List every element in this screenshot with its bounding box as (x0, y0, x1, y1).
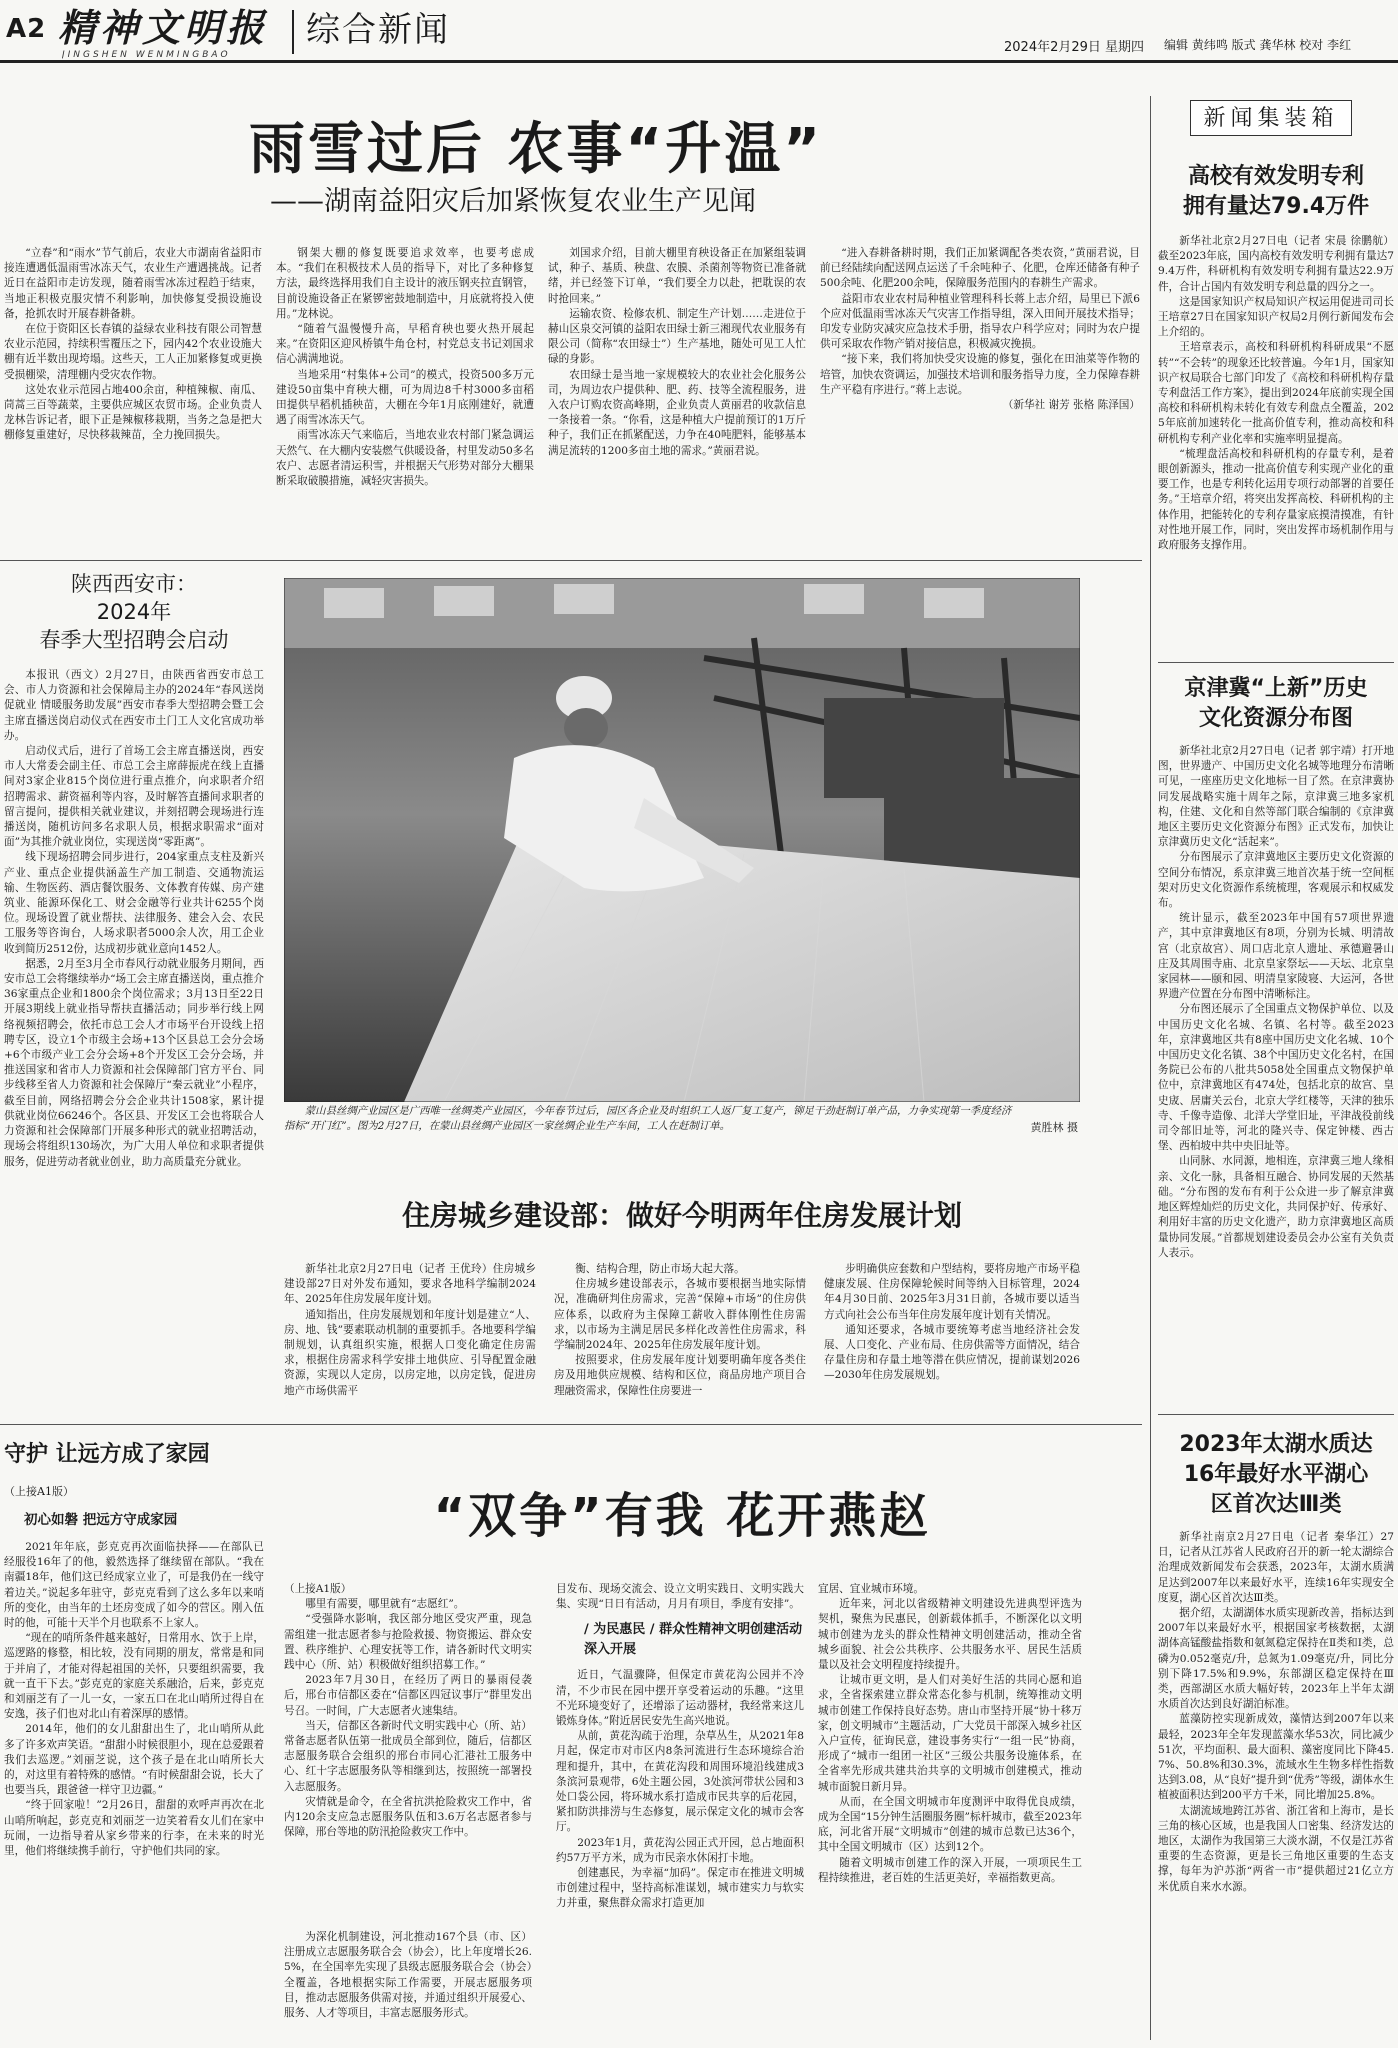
sidebar-paragraph: 分布图还展示了全国重点文物保护单位、以及中国历史文化名城、名镇、名村等。截至2023年，京津冀地区共有8座中国历史文化名城、10个中国历史文化名镇、38个中国历史文化名村，在国务院已公布的八批共5058处全国重点文物保护单位中，京津冀地区有474处，包括北京的故宫、皇史宬、居庸关云台，北京大学红楼等，天津的独乐寺、千像寺造像、北洋大学堂旧址，平津战役前线司令部旧址等，河北的隆兴寺、保定钟楼、西古堡、西柏坡中共中央旧址等。 (1158, 1003, 1394, 1153)
lead-column-3 (548, 246, 806, 576)
shuangzheng-paragraph: 让城市更文明，是人们对美好生活的共同心愿和追求，全省探索建立群众常态化参与机制，统筹推动文明城市创建工作保持良好态势。唐山市坚持开展“协十移万家，创文明城市”主题活动，广大党员干部深入城乡社区入户宣传，征询民意，建设事务实行“一组一民”协商，形成了“城市一组团一社区”三级公共服务设施体系，在全省率先形成共建共治共享的文明城市创建模式，推动城市面貌日新月异。 (818, 1674, 1082, 1793)
housing-column-2 (554, 1262, 806, 1422)
photo-caption: 蒙山县丝绸产业园区是广西唯一丝绸类产业园区，今年春节过后，园区各企业及时组织工人返厂复工复产，铆足干劲赶制订单产品，力争实现第一季度经济指标“开门红”。图为2月27日，在蒙山县丝绸产业园区一家丝绸企业生产车间，工人在赶制订单。 (284, 1105, 1012, 1132)
xian-paragraph: 线下现场招聘会同步进行，204家重点支柱及新兴产业、重点企业提供涵盖生产加工制造、交通物流运输、生物医药、酒店餐饮服务、文体教育传媒、房产建筑业、能源环保化工、财会金融等行业共计6255个岗位。现场设置了就业帮扶、法律服务、建会入会、农民工服务等咨询台，人场求职者5000余人次，用工企业收到简历2512份，达成初步就业意向1452人。 (4, 851, 264, 955)
sidebar-paragraph: 统计显示，截至2023年中国有57项世界遗产，其中京津冀地区有8项，分别为长城、明清故宫（北京故宫）、周口店北京人遗址、承德避暑山庄及其周围寺庙、北京皇家祭坛——天坛、北京皇家园林——颐和园、明清皇家陵寝、大运河，各世界遗产位置在分布图中清晰标注。 (1158, 912, 1394, 1001)
page-number: A2 (6, 14, 47, 44)
lead-paragraph: 当地采用“村集体+公司”的模式，投资500多万元建设50亩集中育秧大棚，可为周边8千村3000多亩稻田提供早稻机插秧苗，大棚在今年1月底刚建好，就遭遇了雨雪冰冻天气。 (276, 368, 534, 427)
date-line: 2024年2月29日 星期四 (1004, 40, 1145, 55)
header-divider-vertical (292, 10, 294, 54)
section-rule (0, 1424, 1142, 1425)
housing-paragraph: 通知还要求，各城市要统筹考虑当地经济社会发展、人口变化、产业布局、住房供需等方面情况，结合存量住房和存量土地等潜在供应情况，提前谋划2026—2030年住房发展规划。 (824, 1323, 1080, 1382)
shuangzheng-paragraph: 近日，气温骤降，但保定市黄花沟公园并不冷清，不少市民在园中摆开享受着运动的乐趣。“这里不光环境变好了，还增添了运动器材，我经常来这儿锻炼身体。”附近居民安先生高兴地说。 (556, 1669, 804, 1728)
shuangzheng-paragraph: 当天，信都区各新时代文明实践中心（所、站）常备志愿者队伍第一批成员全部到位，随后，信都区志愿服务联合会组织的邢台市同心汇港社工服务中心、红十字志愿服务队等相继到达，按照统一部署投入志愿服务。 (284, 1719, 532, 1793)
shuangzheng-paragraph: 为深化机制建设，河北推动167个县（市、区）注册成立志愿服务联合会（协会），比上年度增长26.5%，在全国率先实现了县级志愿服务联合会（协会）全覆盖，各地根据实际工作需要，开展志愿服务项目，推动志愿服务供需对接，并通过组织开展爱心、服务、人才等项目，丰富志愿服务形式。 (284, 1931, 532, 2020)
sidebar-item-title: 京津冀“上新”历史文化资源分布图 (1184, 676, 1368, 731)
shuangzheng-paragraph: 目发布、现场交流会、设立文明实践日、文明实践大集、实现“日日有活动，月月有项目，季度有安排”。 (556, 1583, 804, 1611)
sidebar-paragraph: 分布图展示了京津冀地区主要历史文化资源的空间分布情况，系京津冀三地首次基于统一空间框架对历史文化资源作系统梳理，客观展示和权威发布。 (1158, 851, 1394, 910)
lead-column-2 (276, 246, 534, 576)
housing-paragraph: 住房城乡建设部表示，各城市要根据当地实际情况，准确研判住房需求，完善“保障+市场”的住房供应体系，以政府为主保障工薪收入群体刚性住房需求，以市场为主满足居民多样化改善性住房需求，科学编制2024年、2025年住房发展年度计划。 (554, 1278, 806, 1352)
shuangzheng-column-3 (556, 1582, 804, 2042)
masthead-pinyin: JINGSHEN WENMINGBAO (62, 50, 231, 60)
xian-paragraph: 启动仪式后，进行了首场工会主席直播送岗，西安市人大常委会副主任、市总工会主席薛振虎在线上直播间对3家企业815个岗位进行重点推介，向求职者介绍招聘需求、薪资福利等内容，及时解答直播间求职者的留言提问，提供相关就业建议，并刻招聘会现场进行连播送岗，随机访问多名求职人员，根据求职需求“面对面”为其推介就业岗位，实现送岗“零距离”。 (4, 745, 264, 849)
lead-paragraph: 在位于资阳区长春镇的益绿农业科技有限公司智慧农业示范园，持续积雪覆压之下，园内42个农业设施大棚有近半数出现垮塌。这些天，工人正加紧修复或更换受损棚梁，清理棚内受灾农作物。 (4, 323, 262, 381)
sidebar-paragraph: 据介绍，太湖湖体水质实现新改善，指标达到2007年以来最好水平，根据国家考核数据，太湖湖体高锰酸盐指数和氨氮稳定保持在Ⅱ类和Ⅰ类，总磷为0.052毫克/升，总氮为1.09毫克/升，同比分别下降17.5%和9.9%，东部湖区稳定保持在Ⅲ类，西部湖区水质大幅好转，2023年上半年太湖水质首次达到良好湖泊标准。 (1158, 1607, 1394, 1711)
lead-column-4 (820, 246, 1140, 576)
photo-credit: 黄胜林 摄 (1030, 1121, 1078, 1134)
page-header (0, 0, 1398, 60)
lead-column-1 (4, 246, 262, 576)
guard-paragraph: “终于回家啦！”2月26日，甜甜的欢呼声再次在北山哨所响起，彭克克和刘丽芝一边笑着看女儿们在家中玩闹，一边指导着从家乡带来的行李，在未来的时光里，他们将继续携手前行，守护他们共同的家。 (4, 1799, 264, 1858)
housing-title: 住房城乡建设部：做好今明两年住房发展计划 (401, 1199, 962, 1232)
sidebar-item-title: 2023年太湖水质达16年最好水平湖心区首次达Ⅲ类 (1179, 1432, 1373, 1517)
photo-caption-box (284, 1104, 1080, 1154)
xian-title-line1: 陕西西安市： (71, 572, 197, 596)
shuangzheng-paragraph: 宜居、宜业城市环境。 (818, 1583, 924, 1595)
shuangzheng-paragraph: 2023年7月30日，在经历了两日的暴雨侵袭后，邢台市信都区委在“信都区四冠议事厅”群里发出号召。一时间，广大志愿者火速集结。 (284, 1674, 532, 1717)
sidebar-paragraph: 新华社北京2月27日电（记者 宋晨 徐鹏航）截至2023年底，国内高校有效发明专利拥有量达79.4万件，科研机构有效发明专利拥有量达22.9万件，合计占国内有效发明专利总量的四分之一。 (1158, 235, 1394, 293)
guard-continued: （上接A1版） (4, 1485, 74, 1498)
lead-subtitle: ——湖南益阳灾后加紧恢复农业生产见闻 (270, 186, 756, 217)
sidebar-paragraph: 这是国家知识产权局知识产权运用促进司司长王培章27日在国家知识产权局2月例行新闻发布会上介绍的。 (1158, 295, 1394, 339)
shuangzheng-column-2 (546, 1582, 548, 1583)
shuangzheng-paragraph: “受强降水影响，我区部分地区受灾严重，现急需组建一批志愿者参与抢险救援、物资搬运、群众安置、秩序维护、心理安抚等工作，请各新时代文明实践中心（所、站）积极做好组织招募工作。” (284, 1613, 532, 1672)
sidebar-item-heritage-map (1158, 668, 1394, 1420)
shuangzheng-paragraph: 创建惠民，为幸福“加码”。保定市在推进文明城市创建过程中，坚持高标准谋划，城市建实力与软实力并重，聚焦群众需求打造更加 (556, 1867, 804, 1910)
guard-paragraph: 2021年年底，彭克克再次面临抉择——在部队已经服役16年了的他，毅然选择了继续留在部队。“我在南疆18年，他们这已经成家立业了，可是我仍在一线守着边关。”说起多年驻守，彭克克看到了这么多年以来哨所的变化，由当年的土坯房变成了如今的营区。刚入伍时的他，可能十天半个月也联系不上家人。 (4, 1541, 264, 1630)
guard-subhead: 初心如磐 把远方守成家园 (24, 1512, 178, 1528)
shuangzheng-paragraph: 从前，黄花沟疏于治理，杂草丛生，从2021年8月起，保定市对市区内8条河流进行生态环境综合治理和提升，其中，在黄花沟段和周围环境沿线建成3条滨河景观带，6处主题公园，3处滨河带状公园和3处口袋公园，将环城水系打造成市民共享的后花园，紧扣防洪排涝与生态修复，展示保定文化的城市会客厅。 (556, 1730, 804, 1834)
header-rule (0, 60, 1398, 63)
sidebar-paragraph: 山同脉、水同源，地相连，京津冀三地人缘相亲、文化一脉，具备相互融合、协同发展的天然基础。“分布图的发布有利于公众进一步了解京津冀地区辉煌灿烂的历史文化，共同保护好、传承好、利用好丰富的历史文化遗产，助力京津冀地区高质量协同发展。”首都规划建设委员会办公室有关负责人表示。 (1158, 1155, 1394, 1259)
lead-paragraph: 运输农资、检修农机、制定生产计划……走进位于赫山区泉交河镇的益阳农田绿士新三湘现代农业服务有限公司（简称“农田绿士”）生产基地，随处可见工人忙碌的身影。 (548, 307, 806, 366)
shuangzheng-paragraph: 2023年1月，黄花沟公园正式开园，总占地面积约57万平方米，成为市民亲水休闲打卡地。 (556, 1836, 804, 1864)
sidebar-separator (1158, 1414, 1394, 1415)
masthead-logo: 精神文明报 (58, 5, 269, 50)
shuangzheng-paragraph: 近年来，河北以省级精神文明建设先进典型评选为契机，聚焦为民惠民，创新载体抓手，不断深化以文明城市创建为龙头的群众性精神文明创建活动，推动全省城乡面貌、社会公共秩序、公共服务水平、居民生活质量以及社会文明程度持续提升。 (818, 1598, 1082, 1672)
sidebar-label: 新闻集装箱 (1203, 106, 1339, 131)
xian-title-line3: 春季大型招聘会启动 (39, 628, 229, 652)
lead-byline: （新华社 谢芳 张格 陈泽国） (1002, 399, 1140, 412)
lead-paragraph: “随着气温慢慢升高，早稻育秧也要火热开展起来。”在资阳区迎风桥镇牛角仓村，村党总支书记刘国求信心满满地说。 (276, 323, 534, 366)
lead-paragraph: 雨雪冰冻天气来临后，当地农业农村部门紧急调运天然气、在大棚内安装燃气供暖设备，村里发动50多名农户、志愿者清运积雪，并根据天气形势对部分大棚果断采取破膜措施，减轻灾害损失。 (276, 429, 534, 488)
shuangzheng-paragraph: 随着文明城市创建工作的深入开展，一项项民生工程持续推进，老百姓的生活更美好，幸福指数更高。 (818, 1856, 1082, 1884)
housing-paragraph: 通知指出，住房发展规划和年度计划是建立“人、房、地、钱”要素联动机制的重要抓手。各地要科学编制规划，认真组织实施，根据人口变化确定住房需求，根据住房需求科学安排土地供应、引导配置金融资源，实现以人定房，以房定地，以房定钱，促进房地产市场供需平 (284, 1308, 536, 1397)
housing-paragraph: 新华社北京2月27日电（记者 王优玲）住房城乡建设部27日对外发布通知，要求各地科学编制2024年、2025年住房发展年度计划。 (284, 1263, 536, 1306)
guard-title: 守护 让远方成了家园 (4, 1442, 210, 1467)
sidebar-label-box (1190, 100, 1352, 136)
xian-paragraph: 据悉，2月至3月全市春风行动就业服务月期间，西安市总工会将继续举办“场工会主席直播送岗，重点推介36家重点企业和1800余个岗位需求；3月13日至22日开展3期线上就业指导帮扶直播活动；同步举行线上网络视频招聘会，依托市总工会人才市场平台开设线上招聘专区，设立1个市级主会场+13个区县总工会分会场+6个市级产业工会分会场+8个开发区工会分会场，并推送国家和省市人力资源和社会保障部门官方平台、同步线移至省人力资源和社会保障厅“秦云就业”小程序，截至目前，网络招聘会分会企业共计1508家，累计提供就业岗位66246个。各区县、开发区工会也将联合人力资源和社会保障部门开展多种形式的就业招聘活动，现场会将组织130场次，为广大用人单位和求职者提供服务，促进劳动者就业创业，助力高质量充分就业。 (4, 957, 264, 1168)
sidebar-separator (1158, 662, 1394, 663)
guard-paragraph: “现在的哨所条件越来越好，日常用水、饮于上岸，巡逻路的修整，相比较，没有同期的朋友，常常是和同于并肩了，才能对得起祖国的关怀，只要组织需要，我就一直干下去。”彭克克的家庭关系融洽，后来，彭克克和刘丽芝有了一儿一女，一家五口在北山哨所过得自在安逸，孩子们也对北山有着深厚的感情。 (4, 1632, 264, 1721)
shuangzheng-continued: （上接A1版） (284, 1583, 352, 1595)
housing-paragraph: 衡、结构合理，防止市场大起大落。 (575, 1263, 745, 1275)
xian-title-line2: 2024年 (96, 600, 172, 624)
sidebar-paragraph: 太湖流域地跨江苏省、浙江省和上海市，是长三角的核心区域，也是我国人口密集、经济发达的地区，太湖作为我国第三大淡水湖，不仅是江苏省重要的生态资源，更是长三角地区重要的生态支撑，每年为沪苏浙“两省一市”提供超过21亿立方米优质自来水水源。 (1158, 1804, 1394, 1893)
shuangzheng-column-4 (818, 1582, 1082, 2042)
sidebar-paragraph: 新华社南京2月27日电（记者 秦华江）27日，记者从江苏省人民政府召开的新一轮太湖综合治理成效新闻发布会获悉，2023年，太湖水质满足达到2007年以来最好水平，连续16年实现安全度夏，湖心区首次达Ⅲ类。 (1158, 1531, 1394, 1604)
housing-column-3 (824, 1262, 1080, 1422)
sidebar-divider (1150, 96, 1151, 2040)
sidebar-paragraph: 蓝藻防控实现新成效，藻情达到2007年以来最轻，2023年全年发现蓝藻水华53次，同比减少51次，平均面积、最大面积、藻密度同比下降45.7%、50.8%和30.3%，流域水生生物多样性指数达到3.08，从“良好”提升到“优秀”等级，湖体水生植被面积达到200平方千米，同比增加25.8%。 (1158, 1713, 1394, 1802)
housing-column-1 (284, 1262, 536, 1422)
section-name: 综合新闻 (306, 10, 450, 50)
factory-photo-image (284, 578, 1080, 1102)
xian-paragraph: 本报讯（西文）2月27日，由陕西省西安市总工会、市人力资源和社会保障局主办的2024年“春风送岗促就业 情暖服务助发展”西安市春季大型招聘会暨工会主席直播送岗启动仪式在西安市土门工人文化宫成功举办。 (4, 669, 264, 742)
sidebar-paragraph: “梳理盘活高校和科研机构的存量专利，是着眼创新源头，推动一批高价值专利实现产业化的重要工作，也是专利转化运用专项行动部署的首要任务。”王培章介绍，将突出发挥高校、科研机构的主体作用，把能转化的专利存量家底摸清摸准，有针对性地开展工作，同时，突出发挥市场机制作用与政府服务支撑作用。 (1158, 447, 1394, 552)
sidebar-paragraph: 王培章表示，高校和科研机构科研成果“不愿转”“不会转”的现象还比较普遍。今年1月，国家知识产权局联合七部门印发了《高校和科研机构存量专利盘活工作方案》，提出到2024年底前实现全国高校和科研机构未转化有效专利盘点全覆盖，2025年底前加速转化一批高价值专利，推动高校和科研机构专利产业化率和实施率明显提高。 (1158, 341, 1394, 445)
shuangzheng-paragraph: 从而，在全国文明城市年度测评中取得优良成绩，成为全国“15分钟生活圈服务圈”标杆城市，截至2023年底，河北省开展“文明城市”创建的城市总数已达36个，其中全国文明城市（区）达到12个。 (818, 1795, 1082, 1854)
housing-paragraph: 步明确供应套数和户型结构，要将房地产市场平稳健康发展、住房保障轮候时间等纳入目标管理，2024年4月30日前、2025年3月31日前，各城市要以适当方式向社会公布当年住房发展年度计划有关情况。 (824, 1263, 1080, 1321)
lead-paragraph: 这处农业示范园占地400余亩，种植辣椒、南瓜、茼蒿三百等蔬菜，主要供应城区农贸市场。企业负责人龙林告诉记者，眼下正是辣椒移栽期，当务之急是把大棚修复重建好，尽快移栽辣苗，全力挽回损失。 (4, 383, 262, 442)
editors-line: 编辑 黄纬鸣 版式 龚华林 校对 李红 (1164, 38, 1352, 52)
lead-paragraph: “接下来，我们将加快受灾设施的修复，强化在田油菜等作物的培管，加快农资调运，加强技术培训和服务指导力度，全力保障春耕生产平稳有序进行。”蒋上志说。 (820, 353, 1140, 396)
guard-article (4, 1428, 264, 2042)
shuangzheng-paragraph: 哪里有需要，哪里就有“志愿红”。 (305, 1598, 465, 1611)
news-photo (284, 578, 1080, 1102)
lead-paragraph: 益阳市农业农村局种植业管理科科长蒋上志介绍，局里已下派6个应对低温雨雪冰冻天气灾害工作指导组，深入田间开展技术指导；印发专业防灾减灾应急技术手册，指导农户科学应对；同时为农户提供可采取农作物产销对接信息，积极减灾挽损。 (820, 292, 1140, 351)
lead-paragraph: 钢架大棚的修复既要追求效率，也要考虑成本。“我们在积极技术人员的指导下，对比了多种修复方法，最终选择用我们自主设计的液压钢夹拉直钢管，目前设施设备正在紧锣密鼓地制造中，月底就将投入使用。”龙林说。 (276, 247, 534, 320)
lead-title: 雨雪过后 农事“升温” (248, 118, 824, 182)
lead-paragraph: “进入春耕备耕时期，我们正加紧调配各类农资，”黄丽君说，目前已经陆续向配送网点运送了千余吨种子、化肥，仓库还储备有种子500余吨、化肥200余吨，保障服务范围内的春耕生产需求。 (820, 247, 1140, 290)
sidebar-item-taihu (1158, 1420, 1394, 2042)
shuangzheng-paragraph: 灾情就是命令，在全省抗洪抢险救灾工作中，省内120余支应急志愿服务队伍和3.6万名志愿者参与保障，邢台等地的防汛抢险救灾工作中。 (284, 1795, 532, 1839)
section-rule (0, 560, 1142, 561)
lead-paragraph: “立春”和“雨水”节气前后，农业大市湖南省益阳市接连遭遇低温雨雪冰冻天气，农业生产遭遇挑战。记者近日在益阳市走访发现，随着雨雪冰冻过程趋于结束，当地正积极克服灾情不利影响，加快修复受损设施设备，抢抓农时开展春耕备耕。 (4, 247, 262, 320)
sidebar-item-patents (1158, 150, 1394, 670)
guard-paragraph: 2014年，他们的女儿甜甜出生了，北山哨所从此多了许多欢声笑语。“甜甜小时候很胆小，现在总爱跟着我们去巡逻。”刘丽芝说，这个孩子是在北山哨所长大的，对这里有着特殊的感情。“有时候甜甜会说，长大了也要当兵，跟爸爸一样守卫边疆。” (4, 1723, 264, 1797)
xian-article (4, 566, 264, 1386)
sidebar-paragraph: 新华社北京2月27日电（记者 郭宇靖）打开地图，世界遗产、中国历史文化名城等地理分布清晰可见，一座座历史文化地标一目了然。在京津冀协同发展战略实施十周年之际，京津冀三地多家机构，住建、文化和自然等部门联合编制的《京津冀地区主要历史文化资源分布图》正式发布，加快让京津冀历史文化“活起来”。 (1158, 745, 1394, 849)
shuangzheng-subhead: / 为民惠民 / 群众性精神文明创建活动深入开展 (584, 1622, 803, 1658)
shuangzheng-column-1-tail (284, 1930, 532, 2042)
lead-paragraph: 农田绿士是当地一家规模较大的农业社会化服务公司，为周边农户提供种、肥、药、技等全流程服务，进入农户订购农资高峰期，企业负责人黄丽君的收款信息一条接着一条。“你看，这是种植大户提前预订的1万斤种子，我们正在抓紧配送，力争在40吨肥料，能够基本满足流转的1200多亩土地的需求。”黄丽君说。 (548, 368, 806, 457)
housing-paragraph: 按照要求，住房发展年度计划要明确年度各类住房及用地供应规模、结构和区位，商品房地产项目合理融资需求，保障性住房要进一 (554, 1354, 806, 1397)
lead-paragraph: 刘国求介绍，目前大棚里育秧设备正在加紧组装调试，种子、基质、秧盘、农膜、杀菌剂等物资已准备就绪，并已经签下订单，“我们要全力以赴，把耽误的农时抢回来。” (548, 247, 806, 305)
shuangzheng-title: “双争”有我 花开燕赵 (433, 1488, 931, 1544)
sidebar-item-title: 高校有效发明专利拥有量达79.4万件 (1182, 164, 1370, 219)
